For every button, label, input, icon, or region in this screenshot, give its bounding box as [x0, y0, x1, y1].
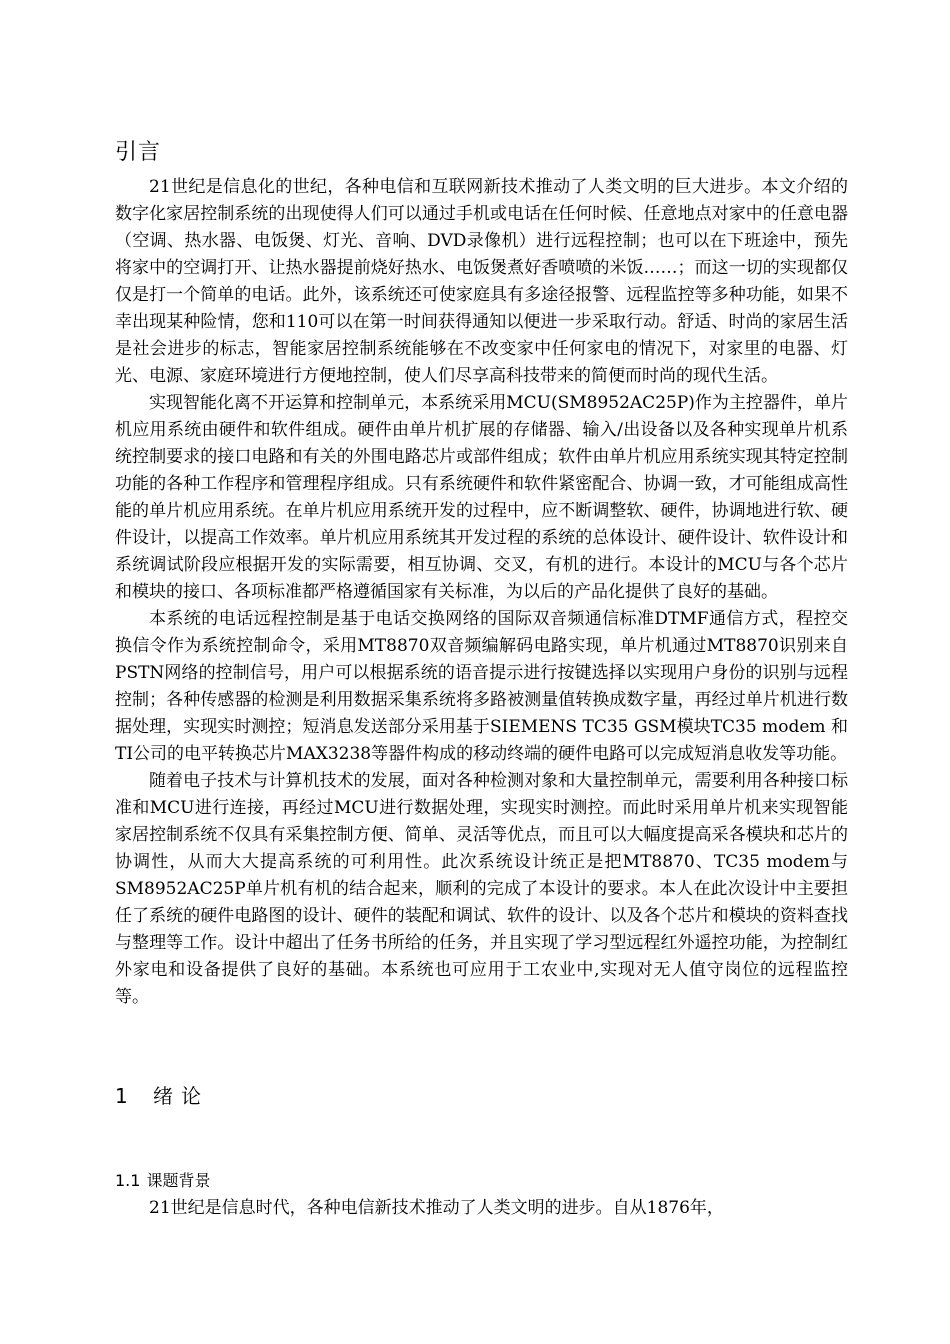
intro-paragraph-4: 随着电子技术与计算机技术的发展，面对各种检测对象和大量控制单元，需要利用各种接口标准和MCU进行连接，再经过MCU进行数据处理，实现实时测控。而此时采用单片机来实现智能家居控制系统不仅具有采集控制方便、简单、灵活等优点，而且可以大幅度提高采各模块和芯片的协调性，从而大大提高系统的可利用性。此次系统设计统正是把MT8870、TC35 modem与SM8952AC25P单片机有机的结合起来，顺利的完成了本设计的要求。本人在此次设计中主要担任了系统的硬件电路图的设计、硬件的装配和调试、软件的设计、以及各个芯片和模块的资料查找与整理等工作。设计中超出了任务书所给的任务，并且实现了学习型远程红外遥控功能，为控制红外家电和设备提供了良好的基础。本系统也可应用于工农业中,实现对无人值守岗位的远程监控等。 — [115, 771, 848, 1007]
section-body — [115, 1195, 848, 1222]
intro-paragraph-3: 本系统的电话远程控制是基于电话交换网络的国际双音频通信标准DTMF通信方式，程控交换信令作为系统控制命令，采用MT8870双音频编解码电路实现，单片机通过MT8870识别来自PSTN网络的控制信号，用户可以根据系统的语音提示进行按键选择以实现用户身份的识别与远程控制；各种传感器的检测是利用数据采集系统将多路被测量值转换成数字量，再经过单片机进行数据处理，实现实时测控；短消息发送部分采用基于SIEMENS TC35 GSM模块TC35 modem 和TI公司的电平转换芯片MAX3238等器件构成的移动终端的硬件电路可以完成短消息收发等功能。 — [115, 609, 848, 764]
chapter-title: 绪论 — [153, 1084, 209, 1108]
section-title: 课题背景 — [146, 1171, 211, 1190]
section-paragraph-1: 21世纪是信息时代，各种电信新技术推动了人类文明的进步。自从1876年， — [149, 1198, 724, 1218]
intro-paragraph-2: 实现智能化离不开运算和控制单元，本系统采用MCU(SM8952AC25P)作为主控器件，单片机应用系统由硬件和软件组成。硬件由单片机扩展的存储器、输入/出设备以及各种实现单片机系统控制要求的接口电路和有关的外围电路芯片或部件组成；软件由单片机应用系统实现其特定控制功能的各种工作程序和管理程序组成。只有系统硬件和软件紧密配合、协调一致，才可能组成高性能的单片机应用系统。在单片机应用系统开发的过程中，应不断调整软、硬件，协调地进行软、硬件设计，以提高工作效率。单片机应用系统其开发过程的系统的总体设计、硬件设计、软件设计和系统调试阶段应根据开发的实际需要，相互协调、交叉，有机的进行。本设计的MCU与各个芯片和模块的接口、各项标准都严格遵循国家有关标准，为以后的产品化提供了良好的基础。 — [115, 393, 848, 602]
section-number: 1.1 — [115, 1171, 141, 1190]
intro-heading: 引言 — [115, 140, 162, 165]
chapter-number: 1 — [115, 1084, 128, 1108]
intro-body — [115, 174, 848, 1011]
chapter-heading — [115, 1083, 209, 1109]
section-heading — [115, 1170, 210, 1192]
intro-paragraph-1: 21世纪是信息化的世纪，各种电信和互联网新技术推动了人类文明的巨大进步。本文介绍的数字化家居控制系统的出现使得人们可以通过手机或电话在任何时候、任意地点对家中的任意电器（空调、热水器、电饭煲、灯光、音响、DVD录像机）进行远程控制；也可以在下班途中，预先将家中的空调打开、让热水器提前烧好热水、电饭煲煮好香喷喷的米饭……；而这一切的实现都仅仅是打一个简单的电话。此外，该系统还可使家庭具有多途径报警、远程监控等多种功能，如果不幸出现某种险情，您和110可以在第一时间获得通知以便进一步采取行动。舒适、时尚的家居生活是社会进步的标志，智能家居控制系统能够在不改变家中任何家电的情况下，对家里的电器、灯光、电源、家庭环境进行方便地控制，使人们尽享高科技带来的简便而时尚的现代生活。 — [115, 177, 848, 386]
